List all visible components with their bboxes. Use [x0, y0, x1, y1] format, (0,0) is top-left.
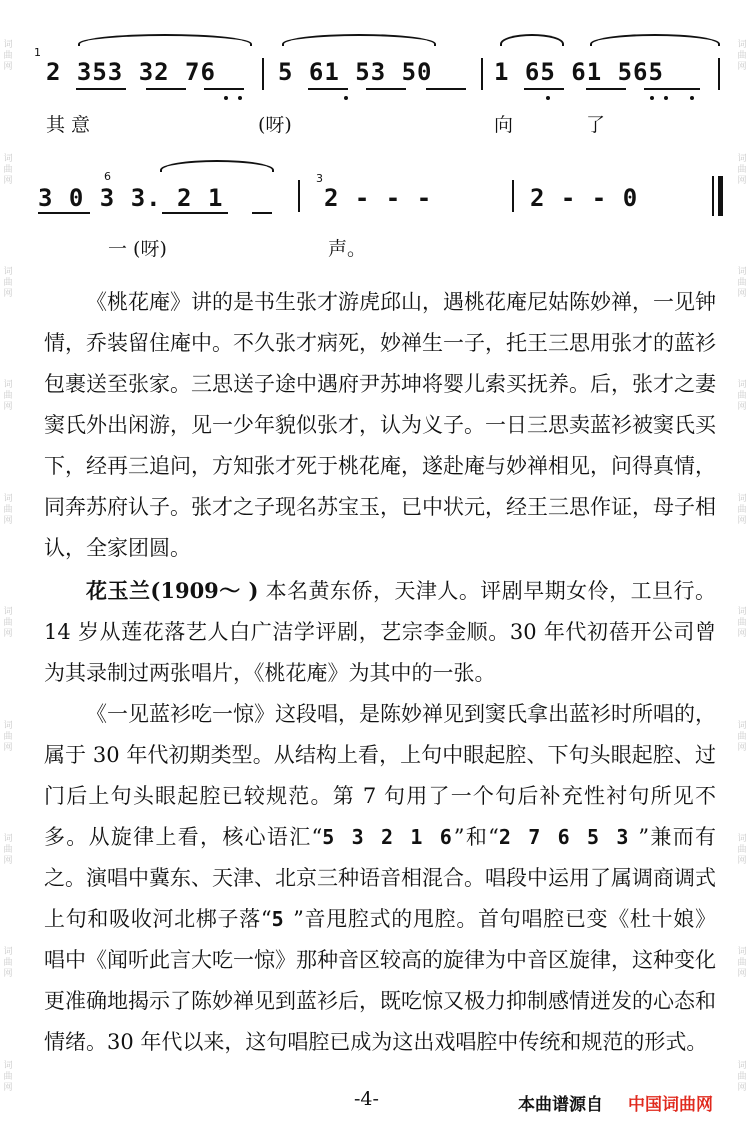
grace-mark: 1	[34, 46, 41, 59]
dot	[664, 96, 668, 100]
biography-text: 本名黄东侨，天津人。评剧早期女伶，工旦行。14 岁从莲花落艺人白广洁学评剧，艺宗李金顺。30 年代初蓓开公司曾为其录制过两张唱片，《桃花庵》为其中的一张。	[44, 579, 716, 685]
underline	[308, 88, 348, 90]
barline	[718, 58, 720, 90]
watermark-text: 词 曲 网	[3, 380, 13, 413]
slur	[500, 34, 564, 46]
watermark-text: 词 曲 网	[737, 493, 747, 526]
watermark-text: 词 曲 网	[737, 153, 747, 186]
dot	[546, 96, 550, 100]
barline	[262, 58, 264, 90]
lyric: (呀)	[258, 114, 292, 136]
watermark-text: 词 曲 网	[3, 493, 13, 526]
score-line1-measure2: 5 61 53 50	[278, 58, 433, 86]
score-line2-measure1: 3 0 3 3. 2 1	[38, 184, 224, 212]
underline	[38, 212, 90, 214]
grace-mark: 3	[316, 172, 323, 185]
watermark-text: 词 曲 网	[3, 947, 13, 980]
slur	[78, 34, 252, 46]
analysis-text: ”和“	[453, 825, 499, 849]
lyric: 声。	[328, 238, 367, 260]
watermark-text: 词 曲 网	[737, 266, 747, 299]
watermark-text: 词 曲 网	[3, 40, 13, 73]
score-line1-measure3: 1 65 61 565	[494, 58, 664, 86]
underline	[644, 88, 700, 90]
notation-note: 5	[271, 907, 286, 931]
score-line2-measure2: 2 - - -	[324, 184, 433, 212]
watermark-text: 词 曲 网	[3, 720, 13, 753]
dot	[650, 96, 654, 100]
analysis-text: ”兼而有之。演唱中冀东、天津、北京三种语音相混合。唱段中运用了属调商调式上句和吸收河北梆子落“	[44, 825, 716, 931]
watermark-text: 词 曲 网	[737, 720, 747, 753]
underline	[162, 212, 228, 214]
footer	[0, 1088, 750, 1118]
lyric: 了	[586, 114, 606, 136]
watermark-text: 词 曲 网	[3, 153, 13, 186]
watermark-text: 词 曲 网	[737, 380, 747, 413]
slur	[590, 34, 720, 46]
lyric: 向	[494, 114, 514, 136]
underline	[524, 88, 564, 90]
analysis-text: ”音甩腔式的甩腔。首句唱腔已变《杜十娘》唱中《闻听此言大吃一惊》那种音区较高的旋律为中音区旋律，这种变化更准确地揭示了陈妙禅见到蓝衫后，既吃惊又极力抑制感情迸发的心态和情绪。30 年代以来，这句唱腔已成为这出戏唱腔中传统和规范的形式。	[44, 907, 716, 1054]
underline	[586, 88, 626, 90]
underline	[252, 212, 272, 214]
dot	[224, 96, 228, 100]
watermark-text: 词 曲 网	[737, 833, 747, 866]
watermark-text: 词 曲 网	[737, 947, 747, 980]
notation-motif-1: 5 3 2 1 6	[322, 825, 454, 849]
underline	[146, 88, 186, 90]
lyric: 一 (呀)	[108, 238, 167, 260]
underline	[366, 88, 406, 90]
site-name: 中国词曲网	[628, 1095, 713, 1115]
slur	[160, 160, 274, 172]
watermark-text: 词 曲 网	[3, 1060, 13, 1093]
score-line1-measure1: 2 353 32 76	[46, 58, 216, 86]
watermark-text: 词 曲 网	[737, 40, 747, 73]
score-line2-measure3: 2 - - 0	[530, 184, 639, 212]
paragraph-synopsis: 《桃花庵》讲的是书生张才游虎邱山，遇桃花庵尼姑陈妙禅，一见钟情，乔装留住庵中。不久张才病死，妙禅生一子，托王三思用张才的蓝衫包裹送至张家。三思送子途中遇府尹苏坤将婴儿索买抚养。后，张才之妻窦氏外出闲游，见一少年貌似张才，认为义子。一日三思卖蓝衫被窦氏买下，经再三追问，方知张才死于桃花庵，遂赴庵与妙禅相见，问得真情，同奔苏府认子。张才之子现名苏宝玉，已中状元，经王三思作证，母子相认，全家团圆。	[44, 290, 716, 560]
grace-mark: 6	[104, 170, 111, 183]
analysis-text: 《一见蓝衫吃一惊》这段唱，是陈妙禅见到窦氏拿出蓝衫时所唱的，属于 30 年代初期类型。从结构上看，上句中眼起腔、下句头眼起腔、过门后上句头眼起腔已较规范。第 7 句用了一个句后补充性衬句所见不多。从旋律上看，核心语汇“	[44, 702, 716, 849]
watermark-text: 词 曲 网	[3, 266, 13, 299]
lyric: 其 意	[46, 114, 91, 136]
performer-name: 花玉兰(1909～ )	[86, 578, 259, 603]
notation-motif-2: 2 7 6 5 3	[498, 825, 631, 849]
page-number: -4-	[354, 1088, 379, 1110]
watermark-text: 词 曲 网	[3, 833, 13, 866]
watermark-text: 词 曲 网	[737, 607, 747, 640]
final-barline-thin	[712, 176, 714, 216]
underline	[426, 88, 466, 90]
underline	[76, 88, 126, 90]
watermark-text: 词 曲 网	[737, 1060, 747, 1093]
dot	[690, 96, 694, 100]
paragraph-analysis	[44, 694, 716, 1063]
dot	[344, 96, 348, 100]
paragraph-biography	[44, 570, 716, 694]
music-score	[0, 0, 750, 260]
final-barline-thick	[718, 176, 723, 216]
slur	[282, 34, 436, 46]
watermark-text: 词 曲 网	[3, 607, 13, 640]
barline	[481, 58, 483, 90]
underline	[204, 88, 244, 90]
dot	[238, 96, 242, 100]
barline	[298, 180, 300, 212]
source-label: 本曲谱源自	[518, 1095, 603, 1115]
barline	[512, 180, 514, 212]
